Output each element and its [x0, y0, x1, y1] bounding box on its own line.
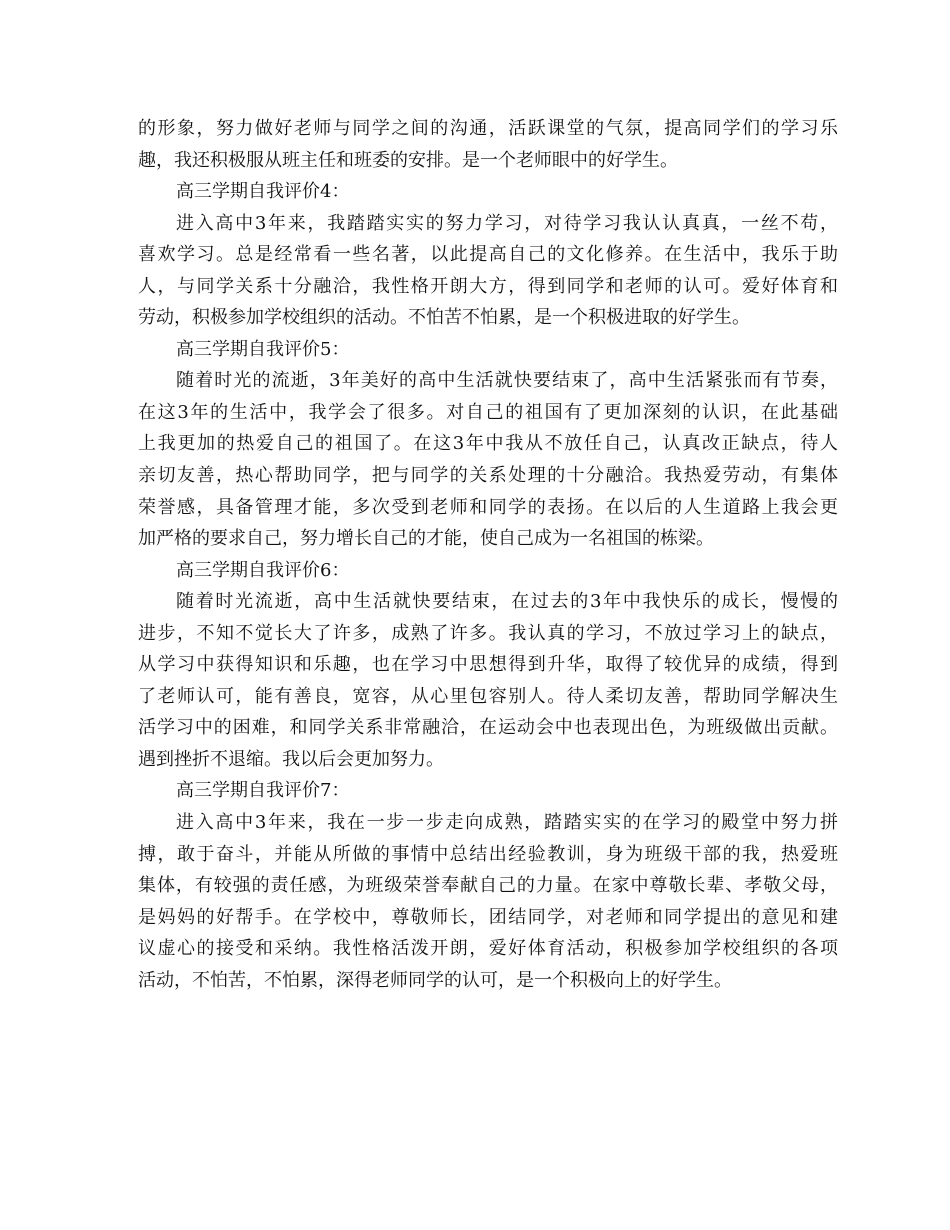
paragraph-first-line: 进入高中3年来，我在一步一步走向成熟，踏踏实实的在学习的殿堂中努力拼 [176, 812, 838, 834]
text-line: 上我更加的热爱自己的祖国了。在这3年中我从不放任自己，认真改正缺点，待人 [138, 433, 838, 455]
text-line: 搏，敢于奋斗，并能从所做的事情中总结出经验教训，身为班级干部的我，热爱班 [138, 843, 838, 865]
section-heading: 高三学期自我评价4： [176, 181, 350, 203]
text-line: 的形象，努力做好老师与同学之间的沟通，活跃课堂的气氛，提高同学们的学习乐 [138, 118, 838, 139]
text-line: 人，与同学关系十分融洽，我性格开朗大方，得到同学和老师的认可。爱好体育和 [138, 275, 838, 297]
text-line: 集体，有较强的责任感，为班级荣誉奉献自己的力量。在家中尊敬长辈、孝敬父母， [138, 875, 838, 897]
text-line: 趣，我还积极服从班主任和班委的安排。是一个老师眼中的好学生。 [138, 149, 678, 171]
text-line: 在这3年的生活中，我学会了很多。对自己的祖国有了更加深刻的认识，在此基础 [138, 401, 838, 423]
paragraph-first-line: 进入高中3年来，我踏踏实实的努力学习，对待学习我认认真真，一丝不苟， [176, 212, 838, 234]
text-line: 遇到挫折不退缩。我以后会更加努力。 [138, 748, 444, 770]
text-line: 议虚心的接受和采纳。我性格活泼开朗，爱好体育活动，积极参加学校组织的各项 [138, 938, 838, 960]
section-heading: 高三学期自我评价6： [176, 559, 350, 581]
text-line: 从学习中获得知识和乐趣，也在学习中思想得到升华，取得了较优异的成绩，得到 [138, 654, 838, 676]
document-page [138, 113, 838, 996]
text-line: 喜欢学习。总是经常看一些名著，以此提高自己的文化修养。在生活中，我乐于助 [138, 244, 838, 266]
paragraph-first-line: 随着时光的流逝，3年美好的高中生活就快要结束了，高中生活紧张而有节奏， [176, 370, 838, 392]
text-line: 加严格的要求自己，努力增长自己的才能，使自己成为一名祖国的栋梁。 [138, 528, 714, 550]
text-line: 活学习中的困难，和同学关系非常融洽，在运动会中也表现出色，为班级做出贡献。 [138, 717, 838, 739]
section-heading: 高三学期自我评价7： [176, 780, 350, 802]
section-heading: 高三学期自我评价5： [176, 338, 350, 360]
text-line: 荣誉感，具备管理才能，多次受到老师和同学的表扬。在以后的人生道路上我会更 [138, 496, 838, 518]
text-line: 是妈妈的好帮手。在学校中，尊敬师长，团结同学，对老师和同学提出的意见和建 [138, 906, 838, 928]
paragraph-first-line: 随着时光流逝，高中生活就快要结束，在过去的3年中我快乐的成长，慢慢的 [176, 591, 838, 613]
text-line: 了老师认可，能有善良，宽容，从心里包容别人。待人柔切友善，帮助同学解决生 [138, 685, 838, 707]
text-line: 进步，不知不觉长大了许多，成熟了许多。我认真的学习，不放过学习上的缺点， [138, 622, 838, 644]
text-line: 活动，不怕苦，不怕累，深得老师同学的认可，是一个积极向上的好学生。 [138, 969, 732, 991]
text-line: 劳动，积极参加学校组织的活动。不怕苦不怕累，是一个积极进取的好学生。 [138, 307, 750, 329]
text-line: 亲切友善，热心帮助同学，把与同学的关系处理的十分融洽。我热爱劳动，有集体 [138, 465, 838, 487]
